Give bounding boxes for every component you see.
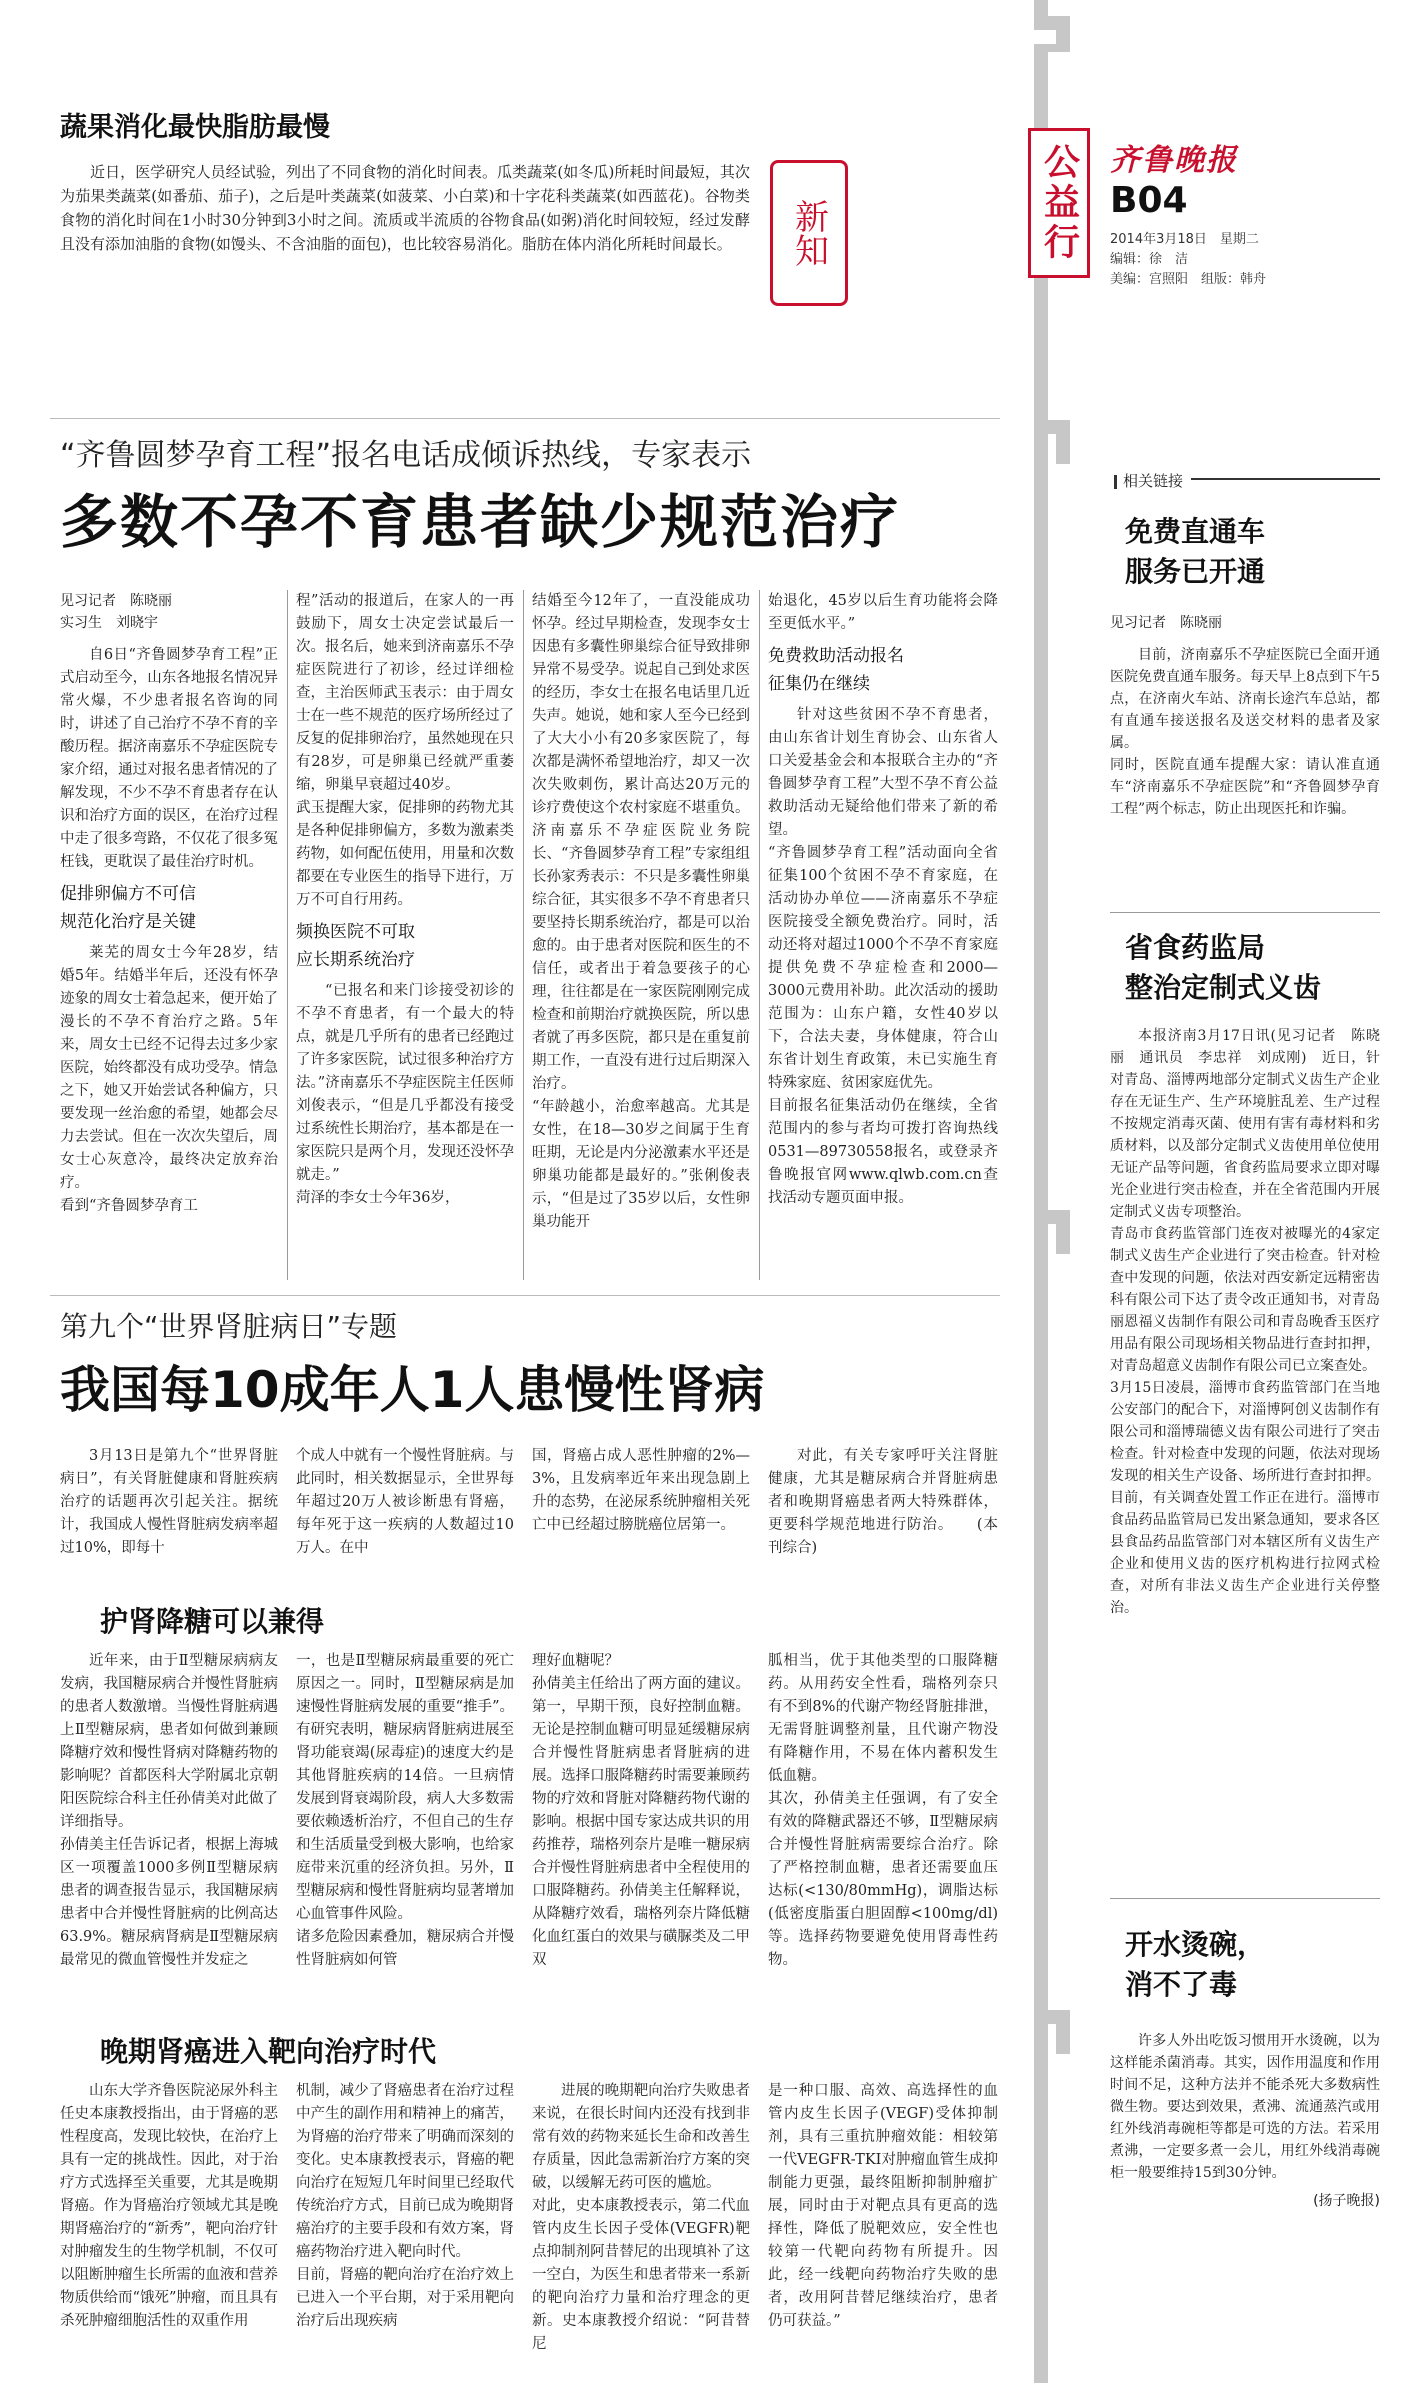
- kidney-col-3: [532, 1445, 750, 1585]
- kidney-col-3-text: 国，肾癌占成人恶性肿瘤的2%—3%，且发病率近年来出现急剧上升的态势，在泌尿系统肿瘤相关死亡中已经超过膀胱癌位居第一。: [532, 1448, 750, 1533]
- cancer-col-4: [768, 2080, 998, 2370]
- sidebar-story2-headline: 省食药监局 整治定制式义齿: [1125, 931, 1322, 1004]
- page-code: B04: [1110, 180, 1188, 221]
- main-kicker: “齐鲁圆梦孕育工程”报名电话成倾诉热线，专家表示: [60, 438, 752, 473]
- diabetes-col-1: [60, 1650, 278, 1990]
- main-col-2b-text: “已报名和来门诊接受初诊的不孕不育患者，有一个最大的特点，就是几乎所有的患者已经跑过了许多家医院，试过很多种治疗方法。”济南嘉乐不孕症医院主任医师刘俊表示，“但是几乎都没有接受过系统性长期治疗，基本都是在一家医院只是两个月，发现还没怀孕就走。” 菏泽的李女士今年36岁，: [296, 983, 514, 1206]
- art-line: 美编：宫照阳 组版：韩舟: [1110, 272, 1267, 287]
- diabetes-col-2-text: 一，也是Ⅱ型糖尿病最重要的死亡原因之一。同时，Ⅱ型糖尿病是加速慢性肾脏病发展的重要“推手”。有研究表明，糖尿病肾脏病进展至肾功能衰竭(尿毒症)的速度大约是其他肾脏疾病的14倍。一旦病情发展到肾衰竭阶段，病人大多数需要依赖透析治疗，不但自己的生存和生活质量受到极大影响，也给家庭带来沉重的经济负担。另外，Ⅱ型糖尿病和慢性肾脏病均显著增加心血管事件风险。 诸多危险因素叠加，糖尿病合并慢性肾脏病如何管: [296, 1653, 514, 1968]
- xinzhi-badge-text: 新知: [788, 199, 829, 267]
- main-col-1: [60, 590, 278, 1280]
- sidebar-story3-credit: (扬子晚报): [1313, 2193, 1380, 2209]
- subhead-1: 促排卵偏方不可信 规范化治疗是关键: [60, 884, 196, 932]
- byline-intern: 实习生 刘晓宇: [60, 615, 158, 631]
- diabetes-col-3-text: 理好血糖呢？ 孙倩美主任给出了两方面的建议。第一，早期干预，良好控制血糖。无论是控制血糖可明显延缓糖尿病合并慢性肾脏病患者肾脏病的进展。选择口服降糖药时需要兼顾药物的疗效和肾脏对降糖药物代谢的影响。根据中国专家达成共识的用药推荐，瑞格列奈片是唯一糖尿病合并慢性肾脏病患者中全程使用的口服降糖药。孙倩美主任解释说，从降糖疗效看，瑞格列奈片降低糖化血红蛋白的效果与磺脲类及二甲双: [532, 1653, 750, 1968]
- kidney-col-2-text: 个成人中就有一个慢性肾脏病。与此同时，相关数据显示，全世界每年超过20万人被诊断患有肾癌，每年死于这一疾病的人数超过10万人。在中: [296, 1448, 514, 1556]
- kidney-kicker: 第九个“世界肾脏病日”专题: [60, 1310, 398, 1343]
- editor-line: 编辑：徐 洁: [1110, 252, 1189, 267]
- diabetes-col-1-text: 近年来，由于Ⅱ型糖尿病病友发病，我国糖尿病合并慢性肾脏病的患者人数激增。当慢性肾脏病遇上Ⅱ型糖尿病，患者如何做到兼顾降糖疗效和慢性肾病对降糖药物的影响呢？首都医科大学附属北京朝阳医院综合科主任孙倩美对此做了详细指导。 孙倩美主任告诉记者，根据上海城区一项覆盖1000多例Ⅱ型糖尿病患者的调查报告显示，我国糖尿病患者中合并慢性肾脏病的比例高达63.9%。糖尿病肾病是Ⅱ型糖尿病最常见的微血管慢性并发症之: [60, 1653, 278, 1968]
- xinzhi-badge: [770, 160, 848, 306]
- main-col-4: [768, 590, 998, 1280]
- col-rule: [759, 590, 760, 1280]
- sidebar-story2-text: 本报济南3月17日讯(见习记者 陈晓丽 通讯员 李忠祥 刘成刚) 近日，针对青岛、淄博两地部分定制式义齿生产企业存在无证生产、生产环境脏乱差、生产过程不按规定消毒灭菌、使用有害有毒材料和劣质材料，以及部分定制式义齿使用单位使用无证产品等问题，省食药监局要求立即对曝光企业进行突击检查，并在全省范围内开展定制式义齿专项整治。 青岛市食药监管部门连夜对被曝光的4家定制式义齿生产企业进行了突击检查。针对检查中发现的问题，依法对西安新定远精密齿科有限公司下达了责令改正通知书，对青岛丽恩福义齿制作有限公司和青岛晚香玉医疗用品有限公司现场相关物品进行查封扣押，对青岛超意义齿制作有限公司已立案查处。 3月15日凌晨，淄博市食药监管部门在当地公安部门的配合下，对淄博阿创义齿制作有限公司和淄博瑞德义齿有限公司进行了突击检查。针对检查中发现的问题，依法对现场发现的相关生产设备、场所进行查封扣押。目前，有关调查处置工作正在进行。淄博市食品药品监管局已发出紧急通知，要求各区县食品药品监管部门对本辖区所有义齿生产企业和使用义齿的医疗机构进行拉网式检查，对所有非法义齿生产企业进行关停整治。: [1110, 1028, 1380, 1616]
- diabetes-col-4: [768, 1650, 998, 1990]
- cancer-col-1-text: 山东大学齐鲁医院泌尿外科主任史本康教授指出，由于肾癌的恶性程度高，发现比较快，在治疗上具有一定的挑战性。因此，对于治疗方式选择至关重要，尤其是晚期肾癌。作为肾癌治疗领域尤其是晚期肾癌治疗的“新秀”，靶向治疗针对肿瘤发生的生物学机制，不仅可以阻断肿瘤生长所需的血液和营养物质供给而“饿死”肿瘤，而且具有杀死肿瘤细胞活性的双重作用: [60, 2083, 278, 2329]
- diabetes-headline: 护肾降糖可以兼得: [100, 1605, 325, 1638]
- date-line: 2014年3月18日 星期二: [1110, 232, 1259, 247]
- sidebar-label-text: 相关链接: [1123, 472, 1184, 490]
- sidebar-story1-byline: 见习记者 陈晓丽: [1110, 615, 1222, 631]
- brand-logo: 齐鲁晚报: [1110, 143, 1238, 178]
- main-col-1-text: 自6日“齐鲁圆梦孕育工程”正式启动至今，山东各地报名情况异常火爆，不少患者报名咨询的同时，讲述了自己治疗不孕不育的辛酸历程。据济南嘉乐不孕症医院专家介绍，通过对报名患者情况的了解发现，不少不孕不育患者存在认识和治疗方面的误区，在治疗过程中走了很多弯路，不仅花了很多冤枉钱，更耽误了最佳治疗时机。: [60, 647, 278, 870]
- kidney-col-1-text: 3月13日是第九个“世界肾脏病日”，有关肾脏健康和肾脏疾病治疗的话题再次引起关注。据统计，我国成人慢性肾脏病发病率超过10%，即每十: [60, 1448, 278, 1556]
- diabetes-col-4-text: 胍相当，优于其他类型的口服降糖药。从用药安全性看，瑞格列奈只有不到8%的代谢产物经肾脏排泄，无需肾脏调整剂量，且代谢产物没有降糖作用，不易在体内蓄积发生低血糖。 其次，孙倩美主任强调，有了安全有效的降糖武器还不够，Ⅱ型糖尿病合并慢性肾脏病需要综合治疗。除了严格控制血糖，患者还需要血压达标(<130/80mmHg)，调脂达标(低密度脂蛋白胆固醇<100mg/dl)等。选择药物要避免使用肾毒性药物。: [768, 1653, 998, 1968]
- kidney-col-4-text: 对此，有关专家呼吁关注肾脏健康，尤其是糖尿病合并肾脏病患者和晚期肾癌患者两大特殊群体，更要科学规范地进行防治。 (本刊综合): [768, 1448, 998, 1556]
- diabetes-col-3: [532, 1650, 750, 1990]
- brief-text: 近日，医学研究人员经试验，列出了不同食物的消化时间表。瓜类蔬菜(如冬瓜)所耗时间最短，其次为茄果类蔬菜(如番茄、茄子)，之后是叶类蔬菜(如菠菜、小白菜)和十字花科类蔬菜(如西蓝花)。谷物类食物的消化时间在1小时30分钟到3小时之间。流质或半流质的谷物食品(如粥)消化时间较短，经过发酵且没有添加油脂的食物(如馒头、不含油脂的面包)，也比较容易消化。脂肪在体内消化所耗时间最长。: [60, 163, 750, 253]
- sidebar-label-marker: [1114, 475, 1117, 489]
- cancer-col-3: [532, 2080, 750, 2370]
- main-col-4a-text: 始退化，45岁以后生育功能将会降至更低水平。”: [768, 593, 998, 632]
- cancer-headline: 晚期肾癌进入靶向治疗时代: [100, 2035, 437, 2068]
- kidney-col-4: [768, 1445, 998, 1585]
- sidebar-label: [1110, 470, 1191, 491]
- divider: [50, 1295, 1000, 1296]
- col-rule: [523, 590, 524, 1280]
- divider: [50, 418, 1000, 419]
- subhead-3: 免费救助活动报名 征集仍在继续: [768, 646, 904, 694]
- sidebar-rule: [1110, 912, 1380, 913]
- sidebar-story1-text: 目前，济南嘉乐不孕症医院已全面开通医院免费直通车服务。每天早上8点到下午5点，在济南火车站、济南长途汽车总站，都有直通车接送报名及送交材料的患者及家属。 同时，医院直通车提醒大家：请认准直通车“济南嘉乐不孕症医院”和“齐鲁圆梦孕育工程”两个标志，防止出现医托和诈骗。: [1110, 647, 1380, 817]
- sidebar-story1: [1110, 612, 1380, 922]
- sidebar-story3: [1110, 2030, 1380, 2370]
- sidebar-story3-text: 许多人外出吃饭习惯用开水烫碗，以为这样能杀菌消毒。其实，因作用温度和作用时间不足，这种方法并不能杀死大多数病性微生物。要达到效果，煮沸、流通蒸汽或用红外线消毒碗柜等都是可选的方法。若采用煮沸，一定要多煮一会儿，用红外线消毒碗柜一般要维持15到30分钟。: [1110, 2033, 1380, 2181]
- main-col-2-text: 程”活动的报道后，在家人的一再鼓励下，周女士决定尝试最后一次。报名后，她来到济南嘉乐不孕症医院进行了初诊，经过详细检查，主治医师武玉表示：由于周女士在一些不规范的医疗场所经过了反复的促排卵治疗，虽然她现在只有28岁，可是卵巢已经就严重萎缩，卵巢早衰超过40岁。 武玉提醒大家，促排卵的药物尤其是各种促排卵偏方，多数为激素类药物，如何配伍使用，用量和次数都要在专业医生的指导下进行，万万不可自行用药。: [296, 593, 514, 908]
- cancer-col-4-text: 是一种口服、高效、高选择性的血管内皮生长因子(VEGF)受体抑制剂，具有三重抗肿瘤效能：相较第一代VEGFR-TKI对肿瘤血管生成抑制能力更强，最终阻断抑制肿瘤扩展，同时由于对靶点具有更高的选择性，降低了脱靶效应，安全性也较第一代靶向药物有所提升。因此，经一线靶向药物治疗失败的患者，改用阿昔替尼继续治疗，患者仍可获益。”: [768, 2083, 998, 2329]
- section-title: 公益行: [1038, 143, 1080, 263]
- subhead-2: 频换医院不可取 应长期系统治疗: [296, 922, 415, 970]
- main-headline: 多数不孕不育患者缺少规范治疗: [60, 488, 901, 556]
- main-col-4b-text: 针对这些贫困不孕不育患者，由山东省计划生育协会、山东省人口关爱基金会和本报联合主办的“齐鲁圆梦孕育工程”大型不孕不育公益救助活动无疑给他们带来了新的希望。 “齐鲁圆梦孕育工程”活动面向全省征集100个贫困不孕不育家庭，在活动协办单位——济南嘉乐不孕症医院接受全额免费治疗。同时，活动还将对超过1000个不孕不育家庭提供免费不孕症检查和2000—3000元费用补助。此次活动的援助范围为：山东户籍，女性40岁以下，合法夫妻，身体健康，符合山东省计划生育政策，未已实施生育特殊家庭、贫困家庭优先。 目前报名征集活动仍在继续，全省范围内的参与者均可拨打咨询热线0531—89730558报名，或登录齐鲁晚报官网www.qlwb.com.cn查找活动专题页面申报。: [768, 707, 998, 1206]
- col-rule: [287, 590, 288, 1280]
- brief-headline: 蔬果消化最快脂肪最慢: [60, 112, 330, 143]
- kidney-col-1: [60, 1445, 278, 1585]
- cancer-col-2-text: 机制，减少了肾癌患者在治疗过程中产生的副作用和精神上的痛苦，为肾癌的治疗带来了明确而深刻的变化。史本康教授表示，肾癌的靶向治疗在短短几年时间里已经取代传统治疗方式，目前已成为晚期肾癌治疗的主要手段和有效方案，肾癌药物治疗进入靶向时代。 目前，肾癌的靶向治疗在治疗效上已进入一个平台期，对于采用靶向治疗后出现疾病: [296, 2083, 514, 2329]
- main-col-2: [296, 590, 514, 1280]
- kidney-headline: 我国每10成年人1人患慢性肾病: [60, 1361, 765, 1419]
- main-col-1b-text: 莱芜的周女士今年28岁，结婚5年。结婚半年后，还没有怀孕迹象的周女士着急起来，便开始了漫长的不孕不育治疗之路。5年来，周女士已经不记得去过多少家医院，始终都没有成功受孕。情急之下，她又开始尝试各种偏方，只要发现一丝治愈的希望，她都会尽力去尝试。但在一次次失望后，周女士心灰意冷，最终决定放弃治疗。 看到“齐鲁圆梦孕育工: [60, 945, 278, 1214]
- sidebar-story3-headline: 开水烫碗， 消不了毒: [1125, 1928, 1266, 2001]
- sidebar-story1-headline: 免费直通车 服务已开通: [1125, 515, 1266, 588]
- byline-reporter: 见习记者 陈晓丽: [60, 593, 172, 609]
- diabetes-col-2: [296, 1650, 514, 1990]
- main-col-3-text: 结婚至今12年了，一直没能成功怀孕。经过早期检查，发现李女士因患有多囊性卵巢综合征导致排卵异常不易受孕。说起自己到处求医的经历，李女士在报名电话里几近失声。她说，她和家人至今已经到了大大小小有20多家医院了，每次都是满怀希望地治疗，却又一次次失败刺伤，累计高达20万元的诊疗费使这个农村家庭不堪重负。 济南嘉乐不孕症医院业务院长、“齐鲁圆梦孕育工程”专家组组长孙家秀表示：不只是多囊性卵巢综合征，其实很多不孕不育患者只要坚持长期系统治疗，都是可以治愈的。由于患者对医院和医生的不信任，或者出于着急要孩子的心理，往往都是在一家医院刚刚完成检查和前期治疗就换医院，所以患者就了再多医院，都只是在重复前期工作，一直没有进行过后期深入治疗。 “年龄越小，治愈率越高。尤其是女性，在18—30岁之间属于生育旺期，无论是内分泌激素水平还是卵巢功能都是最好的。”张俐俊表示，“但是过了35岁以后，女性卵巢功能开: [532, 593, 750, 1230]
- sidebar-story2: [1110, 1025, 1380, 1885]
- cancer-col-2: [296, 2080, 514, 2370]
- main-col-3: [532, 590, 750, 1280]
- section-title-box: [1028, 128, 1090, 278]
- cancer-col-1: [60, 2080, 278, 2370]
- sidebar-rule: [1110, 1898, 1380, 1899]
- decorative-border: [1014, 0, 1078, 2383]
- kidney-col-2: [296, 1445, 514, 1585]
- cancer-col-3-text: 进展的晚期靶向治疗失败患者来说，在很长时间内还没有找到非常有效的药物来延长生命和改善生存质量，因此急需新治疗方案的突破，以缓解无药可医的尴尬。 对此，史本康教授表示，第二代血管内皮生长因子受体(VEGFR)靶点抑制剂阿昔替尼的出现填补了这一空白，为医生和患者带来一系新的靶向治疗力量和治疗理念的更新。史本康教授介绍说：“阿昔替尼: [532, 2083, 750, 2352]
